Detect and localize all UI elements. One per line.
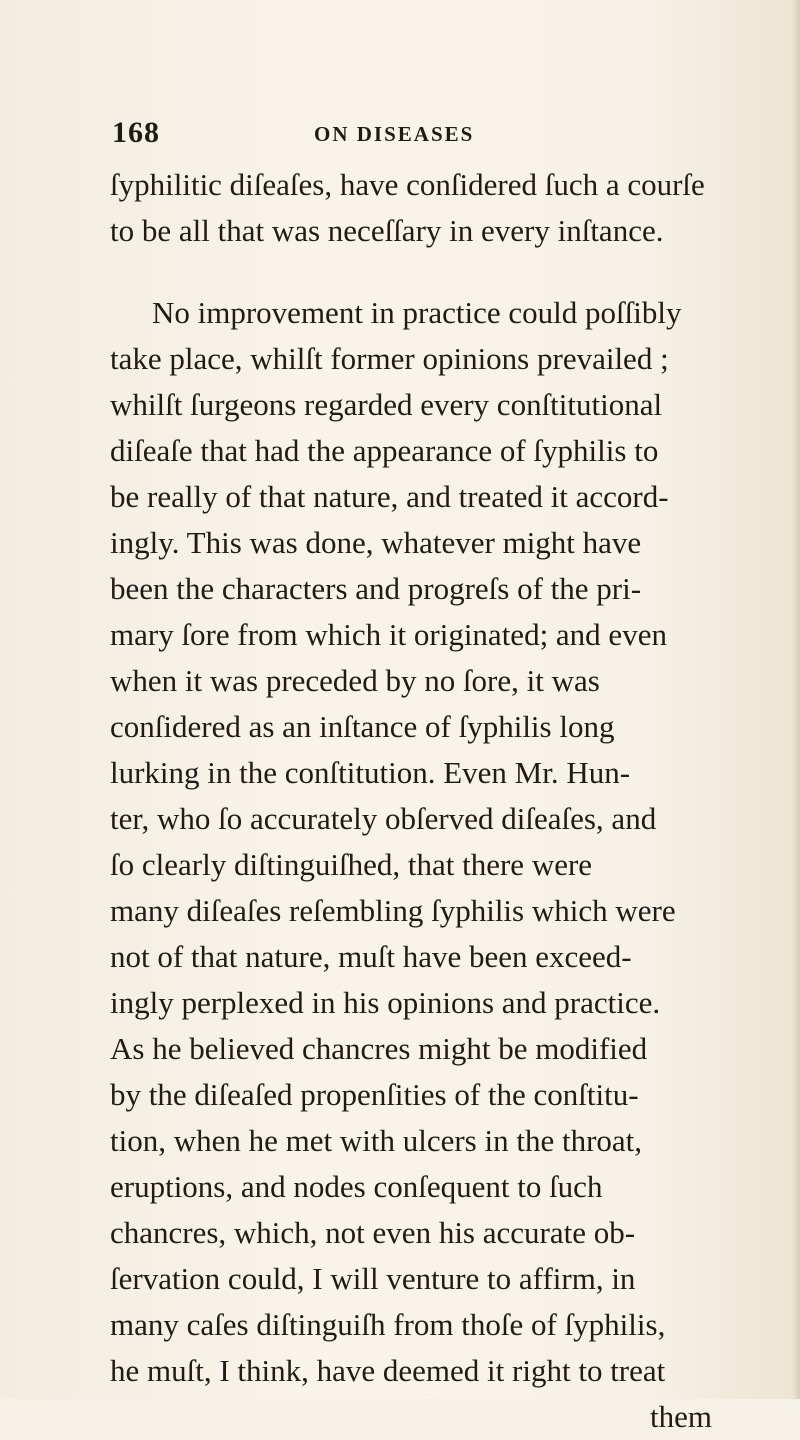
running-head (112, 116, 712, 150)
text-line: No improvement in practice could poſſibly (152, 295, 682, 330)
text-line: ter, who ſo accurately obſerved diſeaſes, and (110, 801, 657, 836)
text-line: many caſes diſtinguiſh from thoſe of ſyphilis, (110, 1307, 666, 1342)
text-line: mary ſore from which it originated; and even (110, 617, 667, 652)
text-line: whilſt ſurgeons regarded every conſtitutional (110, 387, 663, 422)
text-line: conſidered as an inſtance of ſyphilis long (110, 709, 615, 744)
text-line: to be all that was neceſſary in every inſtance. (110, 213, 664, 248)
text-body (110, 162, 720, 1440)
text-line: take place, whilſt former opinions prevailed ; (110, 341, 669, 376)
page-edge-shadow (792, 0, 800, 1399)
text-line: lurking in the conſtitution. Even Mr. Hun- (110, 755, 631, 790)
text-line: chancres, which, not even his accurate ob- (110, 1215, 636, 1250)
text-line: be really of that nature, and treated it accord- (110, 479, 669, 514)
text-line: not of that nature, muſt have been exceed- (110, 939, 632, 974)
catchword: them (650, 1399, 712, 1434)
text-line: been the characters and progreſs of the pri- (110, 571, 642, 606)
text-line: ingly. This was done, whatever might have (110, 525, 642, 560)
text-line: he muſt, I think, have deemed it right to treat (110, 1353, 666, 1388)
text-line: by the diſeaſed propenſities of the conſtitu- (110, 1077, 639, 1112)
text-line: ſo clearly diſtinguiſhed, that there were (110, 847, 593, 882)
text-line: ingly perplexed in his opinions and practice. (110, 985, 661, 1020)
text-line: tion, when he met with ulcers in the throat, (110, 1123, 643, 1158)
text-line: ſervation could, I will venture to affirm, in (110, 1261, 636, 1296)
text-line: eruptions, and nodes conſequent to ſuch (110, 1169, 603, 1204)
text-line: many diſeaſes reſembling ſyphilis which were (110, 893, 676, 928)
text-line: when it was preceded by no ſore, it was (110, 663, 600, 698)
running-title: ON DISEASES (314, 122, 475, 146)
text-line: ſyphilitic diſeaſes, have conſidered ſuch a courſe (110, 167, 705, 202)
text-line: diſeaſe that had the appearance of ſyphilis to (110, 433, 659, 468)
page-number: 168 (112, 116, 160, 149)
text-line: As he believed chancres might be modified (110, 1031, 648, 1066)
